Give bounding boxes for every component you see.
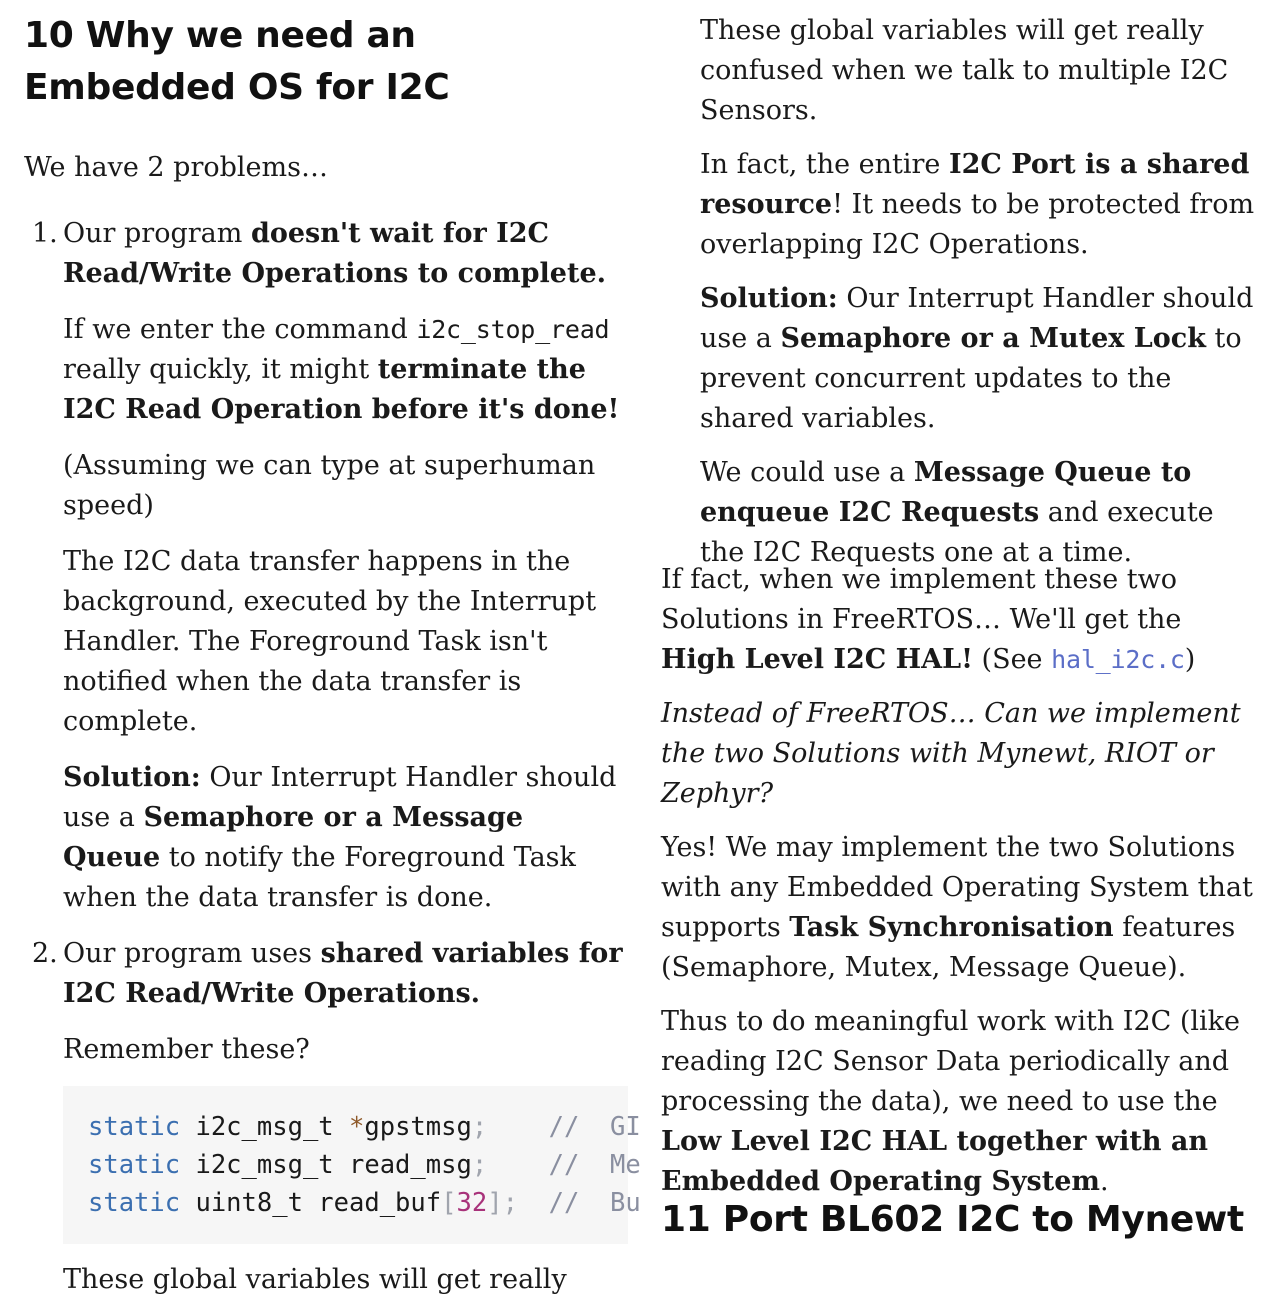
code-line: static i2c_msg_t *gpstmsg; // GI <box>88 1112 641 1142</box>
list-item <box>24 934 641 1300</box>
code-line: static i2c_msg_t read_msg; // Me <box>88 1150 641 1180</box>
paragraph: Remember these? <box>63 1034 310 1065</box>
section-heading: 10 Why we need an Embedded OS for I2C <box>24 15 450 108</box>
continued-list-content <box>700 11 1264 573</box>
code-line: static uint8_t read_buf[32]; // Bu <box>88 1188 641 1218</box>
paragraph: We could use a Message Queue to enqueue I2C Requests and execute the I2C Requests one at a time. <box>700 457 1214 568</box>
list-number: 2. <box>32 938 58 969</box>
code-block[interactable] <box>63 1086 641 1244</box>
paragraph: These global variables will get really <box>63 1264 567 1295</box>
solution-paragraph: Solution: Our Interrupt Handler should use a Semaphore or a Mutex Lock to prevent concurrent updates to the shared variables. <box>700 283 1254 434</box>
list-number: 1. <box>32 218 58 249</box>
paragraph: These global variables will get really confused when we talk to multiple I2C Sensors. <box>700 15 1229 126</box>
paragraph: Instead of FreeRTOS… Can we implement the two Solutions with Mynewt, RIOT or Zephyr? <box>661 698 1241 809</box>
body-content <box>661 560 1261 1202</box>
problem-title: Our program uses shared variables for I2C Read/Write Operations. <box>63 938 623 1009</box>
paragraph: If fact, when we implement these two Solutions in FreeRTOS… We'll get the High Level I2C HAL! (See hal_i2c.c) <box>661 564 1196 675</box>
paragraph: Yes! We may implement the two Solutions with any Embedded Operating System that supports Task Synchronisation features (Semaphore, Mutex, Message Queue). <box>661 832 1253 983</box>
paragraph: In fact, the entire I2C Port is a shared resource! It needs to be protected from overlapping I2C Operations. <box>700 149 1255 260</box>
next-section-heading: 11 Port BL602 I2C to Mynewt <box>661 1199 1244 1240</box>
problem-title: Our program doesn't wait for I2C Read/Write Operations to complete. <box>63 218 607 289</box>
paragraph: Thus to do meaningful work with I2C (like reading I2C Sensor Data periodically and processing the data), we need to use the Low Level I2C HAL together with an Embedded Operating System. <box>661 1006 1241 1197</box>
list-item <box>24 214 628 918</box>
left-column <box>24 0 641 1295</box>
right-column <box>661 0 1264 1280</box>
paragraph: If we enter the command i2c_stop_read really quickly, it might terminate the I2C Read Operation before it's done! <box>63 314 620 425</box>
problem-list <box>24 214 641 1300</box>
paragraph: The I2C data transfer happens in the background, executed by the Interrupt Handler. The Foreground Task isn't notified when the data transfer is complete. <box>63 546 597 737</box>
hal-i2c-link[interactable]: hal_i2c.c <box>1051 645 1185 674</box>
solution-paragraph: Solution: Our Interrupt Handler should use a Semaphore or a Message Queue to notify the Foreground Task when the data transfer is done. <box>63 762 617 913</box>
paragraph: (Assuming we can type at superhuman speed) <box>63 450 596 521</box>
intro-text: We have 2 problems… <box>24 152 328 183</box>
inline-code: i2c_stop_read <box>416 315 610 344</box>
